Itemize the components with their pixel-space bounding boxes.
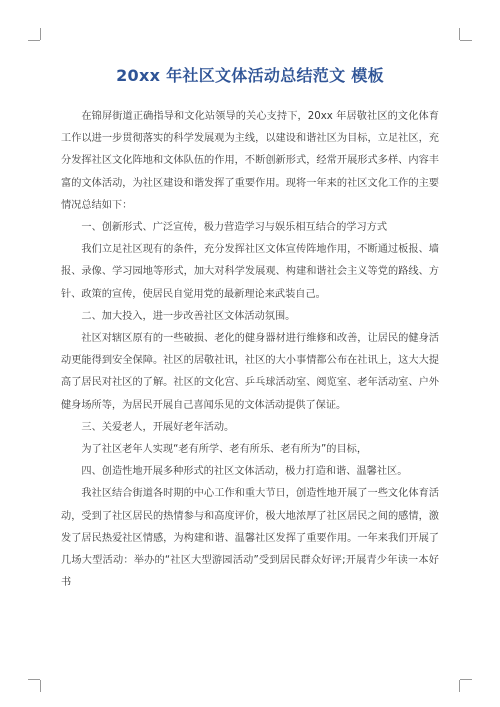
crop-mark-bottom-left-vertical: [40, 680, 41, 692]
crop-mark-top-right-vertical: [459, 28, 460, 40]
section-paragraph-2: 社区对辖区原有的一些破损、老化的健身器材进行维修和改善，让居民的健身活动更能得到安全保障。社区的居敬社讯，社区的大小事情都公布在社讯上，这大大提高了居民对社区的了解。社区的文化宫、乒乓球活动室、阅览室、老年活动室、户外健身场所等，为居民开展自己喜闻乐见的文体活动提供了保证。: [61, 333, 439, 411]
section-heading-4: 四、创造性地开展多种形式的社区文体活动，极力打造和谐、温馨社区。: [81, 466, 408, 478]
section-heading-2: 二、加大投入，进一步改善社区文体活动氛围。: [81, 310, 296, 322]
intro-paragraph: 在锦屏街道正确指导和文化站领导的关心支持下，20xx 年居敬社区的文化体育工作以进一步贯彻落实的科学发展观为主线，以建设和谐社区为目标，立足社区，充分发挥社区文化阵地和文体队伍的作用，不断创新形式，经常开展形式多样、内容丰富的文体活动，为社区建设和谐发挥了重要作用。现将一年来的社区文化工作的主要情况总结如下：: [61, 111, 439, 211]
crop-mark-top-right-horizontal: [460, 40, 472, 41]
section-paragraph-3: 为了社区老年人实现“老有所学、老有所乐、老有所为”的目标，: [81, 444, 368, 456]
crop-mark-bottom-right-vertical: [459, 680, 460, 692]
crop-mark-top-left-horizontal: [28, 40, 40, 41]
crop-mark-bottom-right-horizontal: [460, 679, 472, 680]
section-paragraph-4: 我社区结合街道各时期的中心工作和重大节日，创造性地开展了一些文化体育活动，受到了社区居民的热情参与和高度评价，极大地浓厚了社区居民之间的感情，激发了居民热爱社区情感，为构建和谐、温馨社区发挥了重要作用。一年来我们开展了几场大型活动：举办的“社区大型游园活动”受到居民群众好评;开展青少年读一本好书: [61, 488, 439, 589]
crop-mark-top-left-vertical: [40, 28, 41, 40]
section-paragraph-1: 我们立足社区现有的条件，充分发挥社区文体宣传阵地作用，不断通过板报、墙报、录像、学习园地等形式，加大对科学发展观、构建和谐社会主义等党的路线、方针、政策的宣传，使居民自觉用党的最新理论来武装自己。: [61, 244, 439, 300]
crop-mark-bottom-left-horizontal: [28, 679, 40, 680]
section-heading-1: 一、创新形式、广泛宣传，极力营造学习与娱乐相互结合的学习方式: [81, 222, 388, 234]
section-heading-3: 三、关爱老人，开展好老年活动。: [81, 421, 235, 433]
document-title: 20xx 年社区文体活动总结范文 模板: [116, 66, 384, 85]
document-body: [61, 106, 439, 594]
